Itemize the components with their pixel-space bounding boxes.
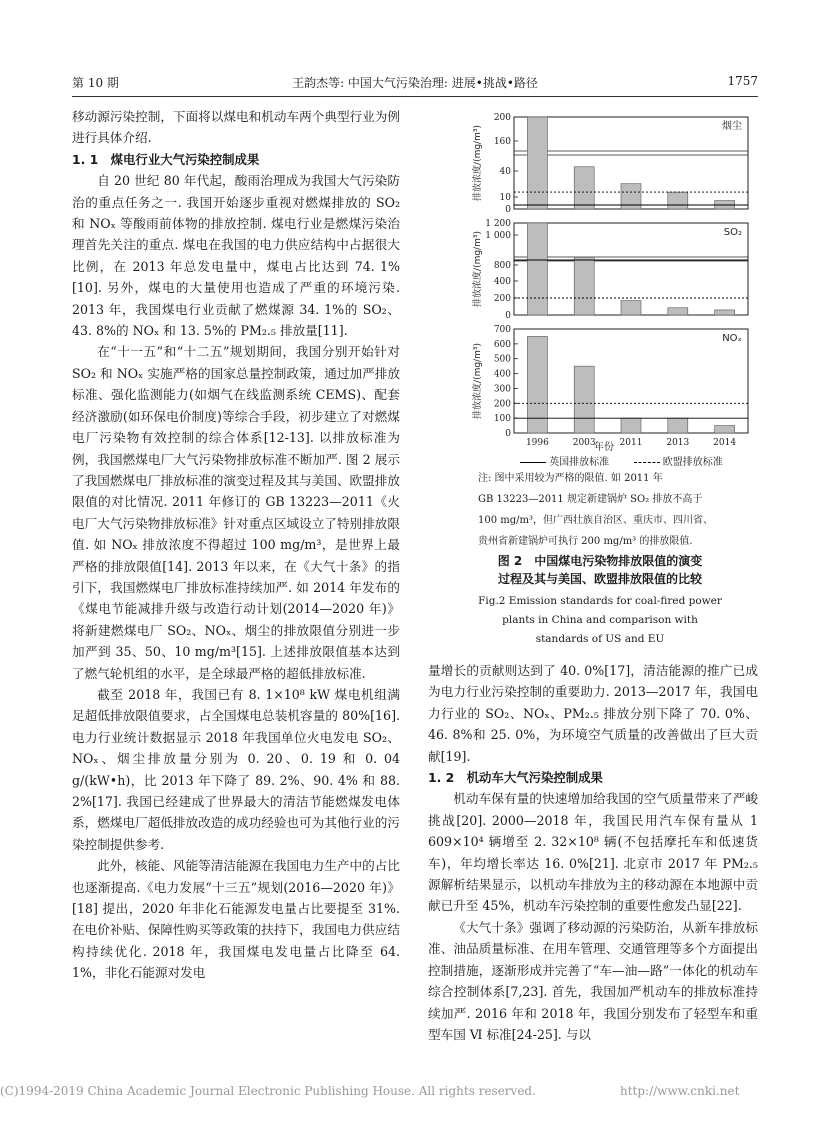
bar <box>668 192 688 209</box>
y-tick-label: 40 <box>499 167 511 177</box>
y-tick-label: 1 200 <box>485 219 511 229</box>
y-axis-label: 排放浓度/(mg/m³) <box>473 343 483 419</box>
bar <box>527 223 547 315</box>
figure-note <box>478 468 758 552</box>
y-tick-label: 200 <box>493 399 511 410</box>
paragraph: 截至 2018 年，我国已有 8. 1×10⁸ kW 煤电机组满足超低排放限值要求，占全国煤电总装机容量的 80%[16]. 电力行业统计数据显示 2018 年我国单位火电发电 SO₂、NOₓ、烟尘排放量分别为 0. 20、0. 19 和 0. 04 g/(kW•h)，比 2013 年下降了 89. 2%、90. 4% 和 88. 2%[17]. 我国已经建成了世界最大的清洁节能燃煤发电体系，燃煤电厂超低排放改造的成功经验也可为其他行业的污染控制提供参考. <box>72 686 400 852</box>
y-tick-label: 0 <box>505 429 511 439</box>
figure-caption-en <box>440 592 760 649</box>
paragraph: 自 20 世纪 80 年代起，酸雨治理成为我国大气污染防治的重点任务之一. 我国开始逐步重视对燃煤排放的 SO₂ 和 NOₓ 等酸雨前体物的排放控制. 煤电行业是燃煤污染治理首先关注的重点. 煤电在我国的电力供应结构中占据很大比例，在 2013 年总发电量中，煤电占比达到 74. 1%[10]. 另外，煤电的大量使用也造成了严重的环境污染. 2013 年，我国煤电行业贡献了燃煤源 34. 1%的 SO₂、43. 8%的 NOₓ 和 13. 5%的 PM₂.₅ 排放量[11]. <box>72 173 400 339</box>
chart-panel-so2 <box>470 219 760 321</box>
y-tick-label: 200 <box>493 113 511 123</box>
bar <box>621 301 641 315</box>
left-text-column <box>72 106 400 984</box>
caption-cn-line: 过程及其与美国、欧盟排放限值的比较 <box>497 572 702 586</box>
x-tick-label: 2014 <box>713 438 737 448</box>
paragraph: 此外，核能、风能等清洁能源在我国电力生产中的占比也逐渐提高.《电力发展“十三五”规划(2016—2020 年)》[18] 提出，2020 年非化石能源发电量占比要提至 31%. 在电价补贴、保障性购买等政策的扶持下，我国电力供应结构持续优化. 2018 年，我国煤电发电量占比降至 64. 1%，非化石能源对发电 <box>72 858 400 981</box>
y-tick-label: 160 <box>493 137 511 147</box>
y-tick-label: 500 <box>493 354 511 365</box>
header-rule <box>72 96 758 97</box>
y-tick-label: 10 <box>499 193 511 203</box>
panel-title: SO₂ <box>723 227 742 238</box>
caption-en-line: standards of US and EU <box>535 633 665 645</box>
legend-us-line <box>520 462 546 463</box>
right-text-column <box>428 660 758 1045</box>
figure-note-line: 100 mg/m³，但广西壮族自治区、重庆市、四川省、 <box>478 515 714 526</box>
y-tick-label: 600 <box>493 339 511 350</box>
y-axis-label: 排放浓度/(mg/m³) <box>473 231 483 307</box>
y-axis-label: 排放浓度/(mg/m³) <box>473 125 483 201</box>
y-tick-label: 0 <box>505 205 511 215</box>
bar <box>621 418 641 433</box>
y-tick-label: 1 000 <box>485 231 511 241</box>
y-tick-label: 400 <box>493 369 511 380</box>
paragraph: 机动车保有量的快速增加给我国的空气质量带来了严峻挑战[20]. 2000—2018 年，我国民用汽车保有量从 1 609×10⁴ 辆增至 2. 32×10⁸ 辆(不包括摩托车和低速货车)，年均增长率达 16. 0%[21]. 北京市 2017 年 PM₂.₅ 源解析结果显示，以机动车排放为主的移动源在本地源中贡献已升至 45%，机动车污染控制的重要性愈发凸显[22]. <box>428 791 758 914</box>
x-tick-label: 2013 <box>666 438 690 448</box>
caption-cn-line: 图 2 中国煤电污染物排放限值的演变 <box>497 554 703 568</box>
figure-legend <box>520 453 723 468</box>
figure-note-line: 贵州省新建锅炉可执行 200 mg/m³ 的排放限值. <box>478 536 693 547</box>
x-tick-label: 2011 <box>619 438 643 448</box>
paragraph: 《大气十条》强调了移动源的污染防治，从新车排放标准、油品质量标准、在用车管理、交通管理等多个方面提出控制措施，逐渐形成并完善了“车—油—路”一体化的机动车综合控制体系[7,23]. 首先，我国加严机动车的排放标准持续加严. 2016 年和 2018 年，我国分别发布了轻型车和重型车国 Ⅵ 标准[24-25]. 与以 <box>428 919 758 1042</box>
y-tick-label: 400 <box>493 277 511 287</box>
bar <box>668 308 688 315</box>
bar <box>574 366 594 433</box>
figure-caption-cn <box>440 552 760 588</box>
y-tick-label: 0 <box>505 311 511 321</box>
y-tick-label: 200 <box>493 294 511 304</box>
bar <box>527 117 547 209</box>
x-tick-label: 2003 <box>572 438 596 448</box>
footer-copyright: (C)1994-2019 China Academic Journal Electronic Publishing House. All rights reserved. <box>0 1084 536 1098</box>
bar <box>668 418 688 433</box>
chart-panel-dust <box>470 113 760 215</box>
panel-title: NOₓ <box>722 333 742 344</box>
bar <box>574 257 594 315</box>
footer-url: http://www.cnki.net <box>620 1084 740 1098</box>
x-tick-label: 1996 <box>525 438 549 448</box>
legend-eu-label: 欧盟排放标准 <box>662 457 723 468</box>
legend-us-label: 英国排放标准 <box>549 457 610 468</box>
section-heading: 1. 1 煤电行业大气污染控制成果 <box>72 151 260 167</box>
legend-eu-line <box>634 462 660 463</box>
bar <box>574 167 594 209</box>
bar <box>715 310 735 315</box>
caption-en-line: Fig.2 Emission standards for coal-fired power <box>478 595 722 607</box>
panel-title: 烟尘 <box>722 121 742 132</box>
figure-note-line: 注: 图中采用较为严格的限值. 如 2011 年 <box>478 473 663 484</box>
y-tick-label: 800 <box>493 261 511 271</box>
header-page-number: 1757 <box>727 74 758 88</box>
figure-note-line: GB 13223—2011 规定新建锅炉 SO₂ 排放不高于 <box>478 494 703 505</box>
bar <box>715 426 735 433</box>
y-tick-label: 300 <box>493 384 511 395</box>
paragraph: 移动源污染控制，下面将以煤电和机动车两个典型行业为例进行具体介绍. <box>72 109 400 146</box>
y-tick-label: 100 <box>493 414 511 425</box>
header-issue: 第 10 期 <box>72 76 119 90</box>
header-title: 王韵杰等: 中国大气污染治理: 进展•挑战•路径 <box>292 76 538 90</box>
plot-frame <box>514 329 748 433</box>
paragraph: 在“十一五”和“十二五”规划期间，我国分别开始针对 SO₂ 和 NOₓ 实施严格的国家总量控制政策，通过加严排放标准、强化监测能力(如烟气在线监测系统 CEMS)、配套经济激励(如环保电价制度)等综合手段，初步建立了对燃煤电厂污染物有效控制的综合体系[12-13]. 以排放标准为例，我国燃煤电厂大气污染物排放标准不断加严. 图 2 展示了我国燃煤电厂排放标准的演变过程及其与美国、欧盟排放限值的对比情况. 2011 年修订的 GB 13223—2011《火电厂大气污染物排放标准》针对重点区域设立了特别排放限值. 如 NOₓ 排放浓度不得超过 100 mg/m³，是世界上最严格的排放限值[14]. 2013 年以来，在《大气十条》的指引下，我国燃煤电厂排放标准持续加严. 如 2014 年发布的《煤电节能减排升级与改造行动计划(2014—2020 年)》将新建燃煤电厂 SO₂、NOₓ、烟尘的排放限值分别进一步加严到 35、50、10 mg/m³[15]. 上述排放限值基本达到了燃气轮机组的水平，是全球最严格的超低排放标准. <box>72 344 400 681</box>
figure-x-axis-label: 年份 <box>594 442 614 453</box>
section-heading: 1. 2 机动车大气污染控制成果 <box>428 770 603 786</box>
caption-en-line: plants in China and comparison with <box>502 614 698 626</box>
chart-panel-nox <box>470 325 760 451</box>
y-tick-label: 700 <box>493 325 511 335</box>
paragraph: 量增长的贡献则达到了 40. 0%[17]，清洁能源的推广已成为电力行业污染控制的重要助力. 2013—2017 年，我国电力行业的 SO₂、NOₓ、PM₂.₅ 排放分别下降了 70. 0%、46. 8%和 25. 0%，为环境空气质量的改善做出了巨大贡献[19]. <box>428 663 758 764</box>
